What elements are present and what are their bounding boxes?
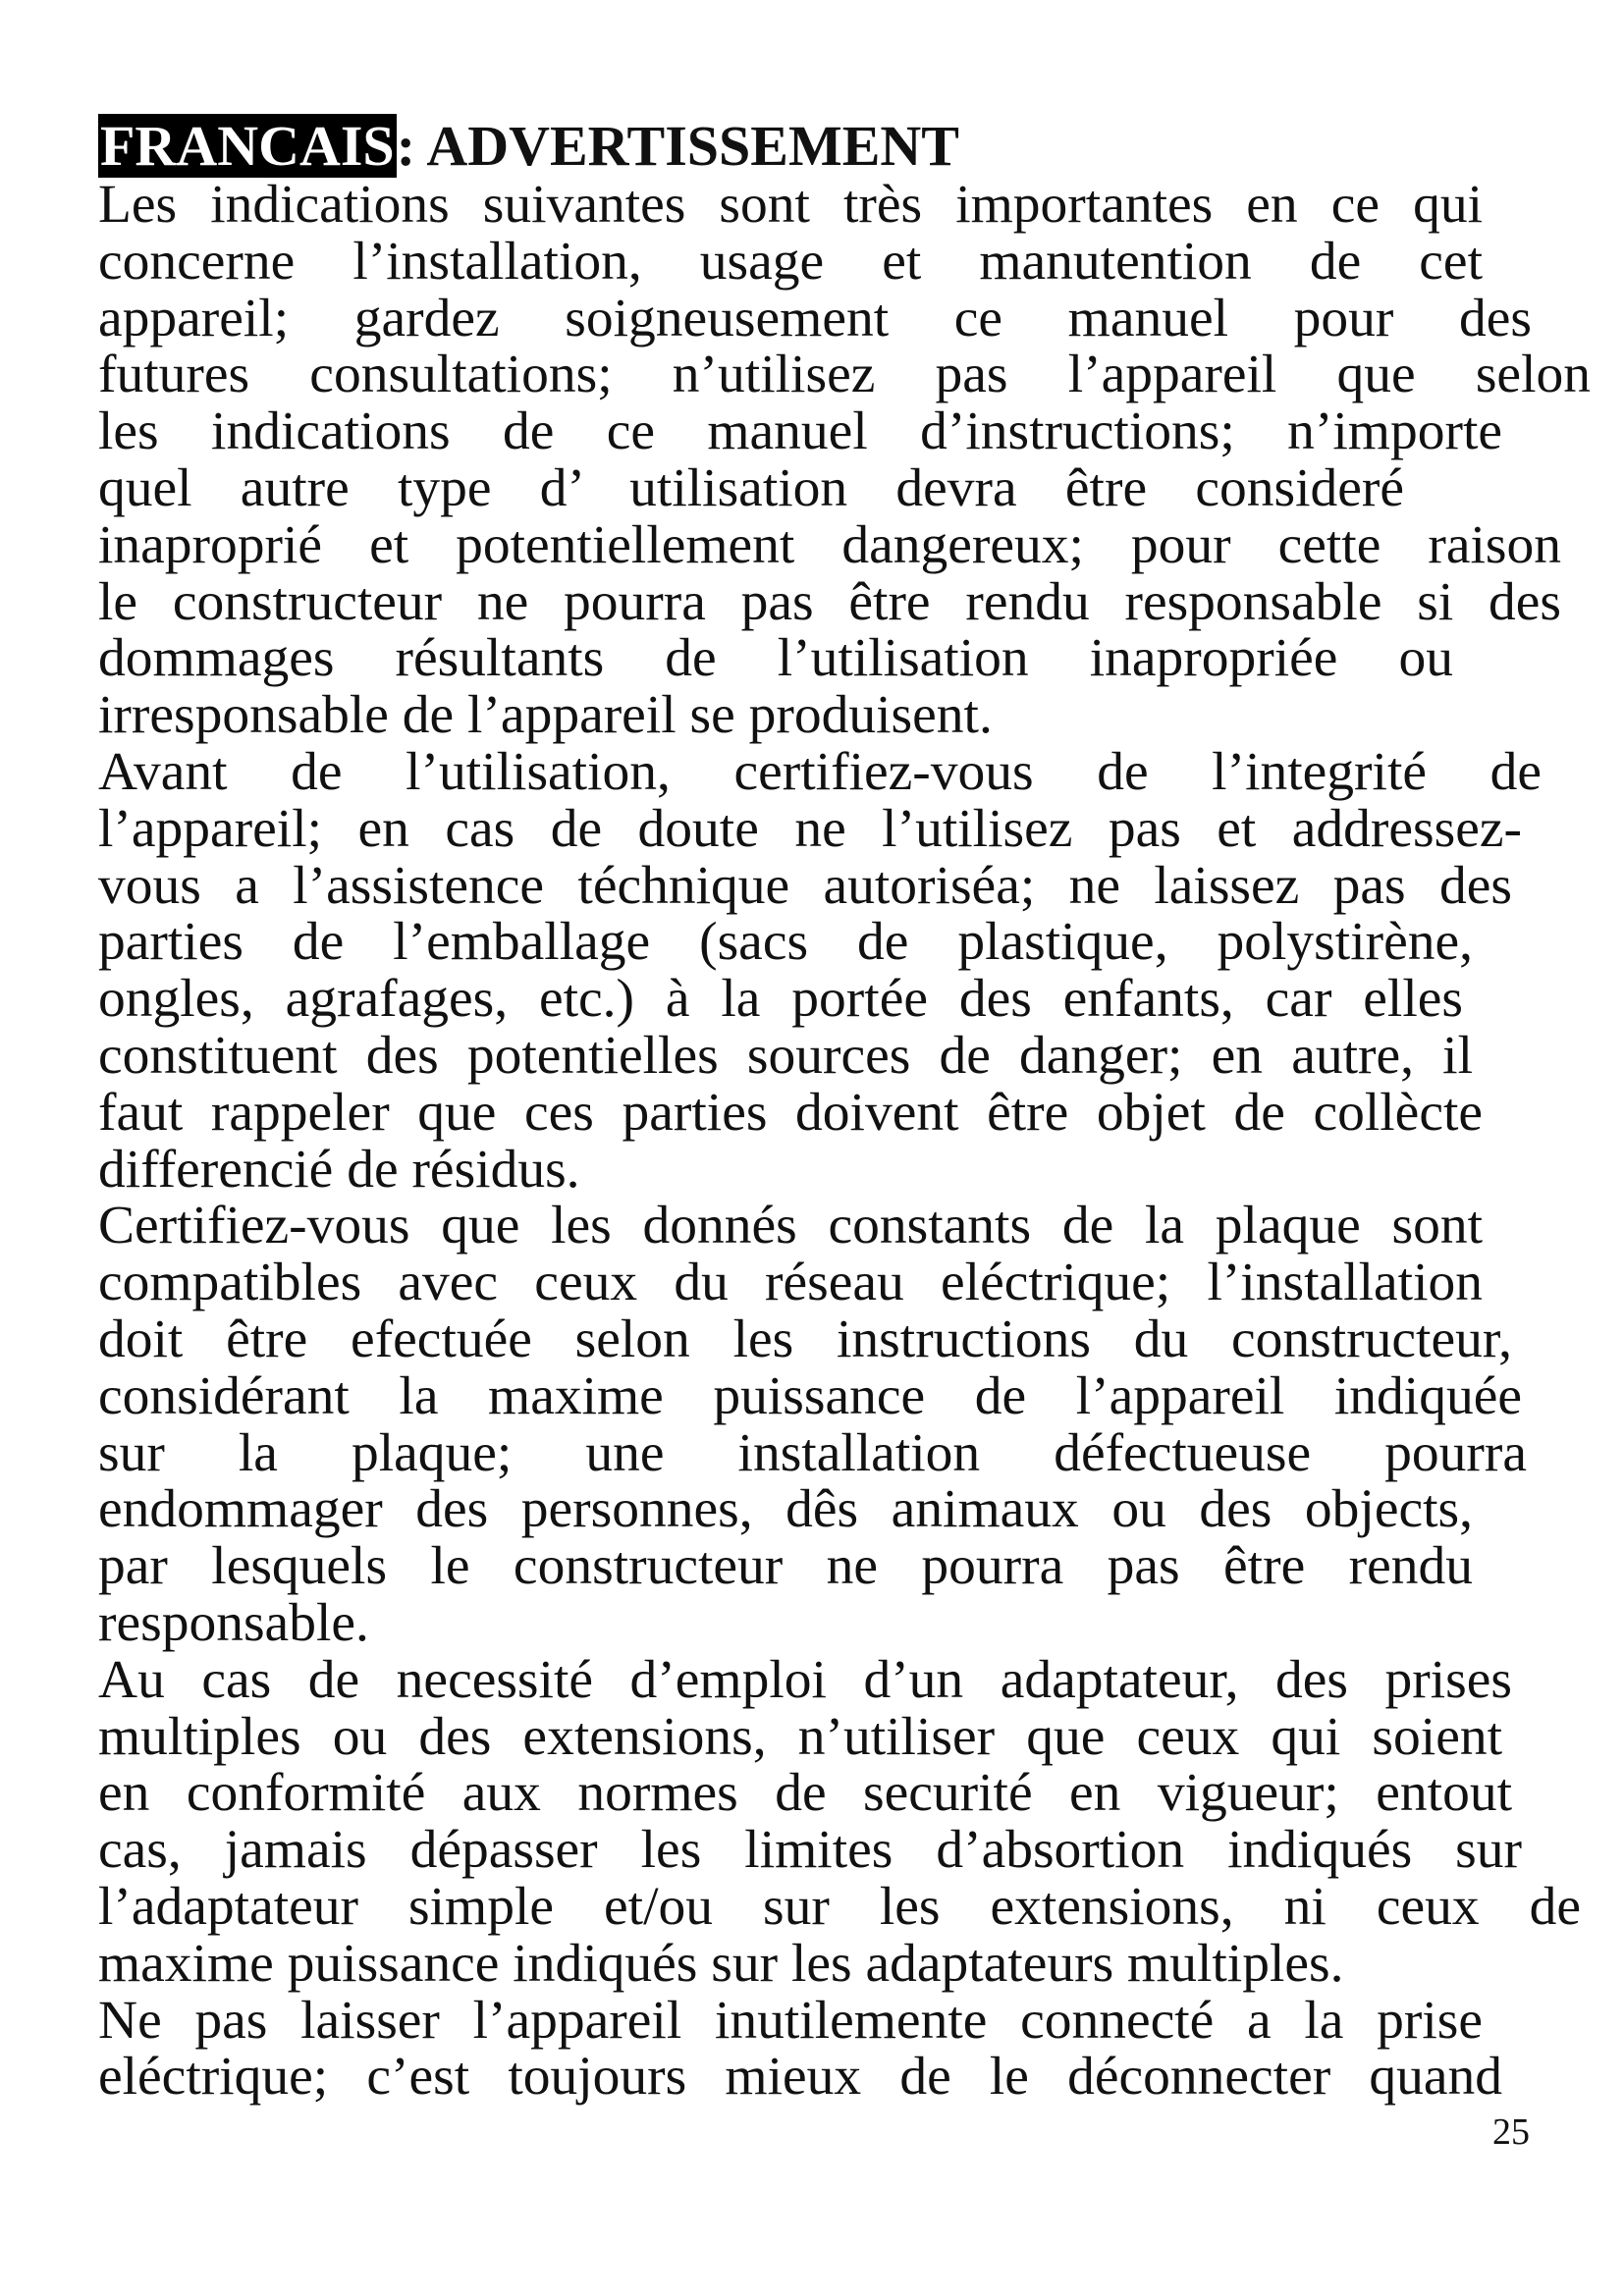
text-line: considérant la maxime puissance de l’appareil indiquée bbox=[98, 1365, 1522, 1426]
text-line: l’appareil; en cas de doute ne l’utilisez pas et addressez- bbox=[98, 798, 1522, 859]
text-line: doit être efectuée selon les instructions du constructeur, bbox=[98, 1308, 1512, 1369]
text-line: endommager des personnes, dês animaux ou des objects, bbox=[98, 1479, 1473, 1540]
text-line: Ne pas laisser l’appareil inutilemente connecté a la prise bbox=[98, 1990, 1483, 2051]
text-line: responsable. bbox=[98, 1592, 369, 1653]
text-line: Certifiez-vous que les donnés constants de la plaque sont bbox=[98, 1196, 1483, 1256]
text-line: eléctrique; c’est toujours mieux de le déconnecter quand bbox=[98, 2047, 1502, 2108]
text-line: vous a l’assistence téchnique autoriséa; ne laissez pas des bbox=[98, 855, 1512, 916]
text-line: l’adaptateur simple et/ou sur les extensions, ni ceux de bbox=[98, 1876, 1581, 1937]
text-line: cas, jamais dépasser les limites d’absortion indiqués sur bbox=[98, 1820, 1522, 1881]
text-line: maxime puissance indiqués sur les adaptateurs multiples. bbox=[98, 1933, 1344, 1994]
page-content bbox=[98, 114, 1591, 2108]
text-line: faut rappeler que ces parties doivent être objet de collècte bbox=[98, 1082, 1483, 1143]
page-number: 25 bbox=[1492, 2111, 1530, 2153]
text-line: dommages résultants de l’utilisation inapropriée ou bbox=[98, 628, 1453, 689]
text-line: constituent des potentielles sources de danger; en autre, il bbox=[98, 1025, 1473, 1086]
heading-title: ADVERTISSEMENT bbox=[426, 114, 959, 178]
warning-text bbox=[98, 175, 1591, 2108]
text-line: en conformité aux normes de securité en vigueur; entout bbox=[98, 1763, 1512, 1824]
text-line: par lesquels le constructeur ne pourra pas être rendu bbox=[98, 1536, 1473, 1597]
text-line: Les indications suivantes sont très importantes en ce qui bbox=[98, 175, 1483, 235]
heading-separator: : bbox=[396, 114, 416, 178]
text-line: inaproprié et potentiellement dangereux; pour cette raison bbox=[98, 514, 1561, 575]
text-line: differencié de résidus. bbox=[98, 1139, 580, 1200]
text-line: Avant de l’utilisation, certifiez-vous de l’integrité de bbox=[98, 741, 1542, 802]
language-tag: FRANCAIS bbox=[100, 114, 395, 178]
text-line: ongles, agrafages, etc.) à la portée des enfants, car elles bbox=[98, 969, 1463, 1030]
text-line: sur la plaque; une installation défectueuse pourra bbox=[98, 1422, 1527, 1483]
text-line: les indications de ce manuel d’instructions; n’importe bbox=[98, 401, 1502, 462]
text-line: concerne l’installation, usage et manutention de cet bbox=[98, 231, 1483, 292]
text-line: quel autre type d’ utilisation devra être consideré bbox=[98, 457, 1404, 518]
text-line: futures consultations; n’utilisez pas l’appareil que selon bbox=[98, 345, 1591, 405]
text-line: parties de l’emballage (sacs de plastique, polystirène, bbox=[98, 912, 1473, 973]
text-line: le constructeur ne pourra pas être rendu responsable si des bbox=[98, 571, 1561, 632]
text-line: irresponsable de l’appareil se produisent. bbox=[98, 685, 993, 746]
text-line: multiples ou des extensions, n’utiliser que ceux qui soient bbox=[98, 1706, 1502, 1767]
text-line: appareil; gardez soigneusement ce manuel pour des bbox=[98, 288, 1532, 348]
text-line: Au cas de necessité d’emploi d’un adaptateur, des prises bbox=[98, 1649, 1512, 1710]
text-line: compatibles avec ceux du réseau eléctrique; l’installation bbox=[98, 1253, 1483, 1313]
section-heading bbox=[98, 116, 1571, 177]
